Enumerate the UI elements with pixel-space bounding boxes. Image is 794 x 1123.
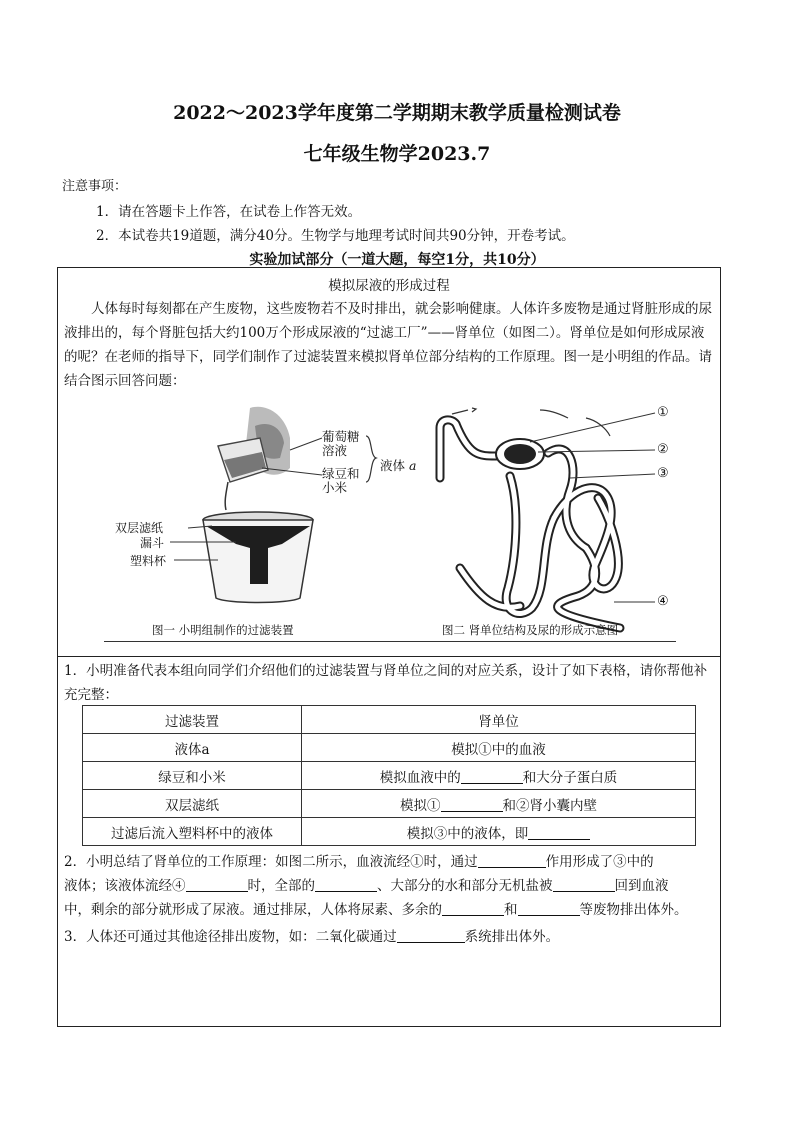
notice-item: 2．本试卷共19道题，满分40分。生物学与地理考试时间共90分钟，开卷考试。	[96, 228, 575, 244]
label-funnel: 漏斗	[140, 536, 165, 550]
exam-subtitle: 七年级生物学2023.7	[303, 143, 491, 165]
question-2-line-1: 2．小明总结了肾单位的工作原理：如图二所示，血液流经①时，通过 作用形成了③中的	[64, 854, 654, 870]
figures-illustration	[100, 398, 680, 646]
notice-item: 1．请在答题卡上作答，在试卷上作答无效。	[96, 204, 362, 220]
answer-blank[interactable]	[478, 853, 546, 868]
answer-blank[interactable]	[186, 877, 248, 892]
section-title: 实验加试部分（一道大题，每空1分，共10分）	[249, 252, 545, 268]
table-cell: 绿豆和小米	[83, 762, 302, 790]
passage-title: 模拟尿液的形成过程	[328, 278, 450, 294]
label-filter-paper: 双层滤纸	[115, 521, 164, 535]
table-row	[83, 818, 696, 846]
notice-heading: 注意事项：	[62, 179, 128, 194]
table-row	[83, 734, 696, 762]
exam-title: 2022～2023学年度第二学期期末教学质量检测试卷	[173, 102, 621, 124]
table-cell: 模拟血液中的 和大分子蛋白质	[302, 762, 696, 790]
answer-blank[interactable]	[442, 901, 504, 916]
table-header: 过滤装置	[83, 706, 302, 734]
table-cell: 双层滤纸	[83, 790, 302, 818]
box-divider	[57, 656, 721, 657]
table-header: 肾单位	[302, 706, 696, 734]
figure1-caption: 图一 小明组制作的过滤装置	[152, 623, 294, 637]
correspondence-table	[82, 705, 696, 846]
marker-4: ④	[657, 594, 669, 609]
answer-blank[interactable]	[441, 797, 503, 812]
marker-3: ③	[657, 466, 669, 481]
figure-baseline	[104, 641, 676, 642]
question-3: 3．人体还可通过其他途径排出废物，如：二氧化碳通过 系统排出体外。	[64, 929, 560, 945]
table-cell: 模拟① 和②肾小囊内壁	[302, 790, 696, 818]
answer-blank[interactable]	[315, 877, 377, 892]
label-liquid-a: 液体 a	[380, 458, 417, 473]
answer-blank[interactable]	[528, 825, 590, 840]
table-header-row	[83, 706, 696, 734]
answer-blank[interactable]	[518, 901, 580, 916]
table-cell: 模拟③中的液体，即	[302, 818, 696, 846]
marker-2: ②	[657, 442, 669, 457]
label-mung-millet: 绿豆和 小米	[322, 466, 360, 495]
table-cell: 液体a	[83, 734, 302, 762]
question-2-line-2: 液体；该液体流经④ 时，全部的 、大部分的水和部分无机盐被 回到血液	[64, 878, 669, 894]
label-cup: 塑料杯	[130, 554, 167, 568]
marker-1: ①	[657, 405, 669, 420]
figure2-caption: 图二 肾单位结构及尿的形成示意图	[442, 623, 619, 637]
table-row	[83, 790, 696, 818]
answer-blank[interactable]	[461, 769, 523, 784]
question-1-text: 1．小明准备代表本组向同学们介绍他们的过滤装置与肾单位之间的对应关系，设计了如下表格，请你帮他补充完整：	[64, 663, 708, 703]
label-glucose: 葡萄糖 溶液	[322, 429, 360, 458]
question-2-line-3: 中，剩余的部分就形成了尿液。通过排尿，人体将尿素、多余的 和 等废物排出体外。	[64, 902, 688, 918]
answer-blank[interactable]	[397, 928, 465, 943]
table-cell: 过滤后流入塑料杯中的液体	[83, 818, 302, 846]
table-cell: 模拟①中的血液	[302, 734, 696, 762]
funnel-cup-illustration	[170, 512, 313, 603]
answer-blank[interactable]	[553, 877, 615, 892]
table-row	[83, 762, 696, 790]
beaker-hand-illustration	[218, 407, 322, 510]
passage-text: 人体每时每刻都在产生废物，这些废物若不及时排出，就会影响健康。人体许多废物是通过肾脏形成的尿液排出的，每个肾脏包括大约100万个形成尿液的“过滤工厂”——肾单位（如图二）。肾单位是如何形成尿液的呢？在老师的指导下，同学们制作了过滤装置来模拟肾单位部分结构的工作原理。图一是小明组的作品。请结合图示回答问题：	[64, 301, 712, 389]
